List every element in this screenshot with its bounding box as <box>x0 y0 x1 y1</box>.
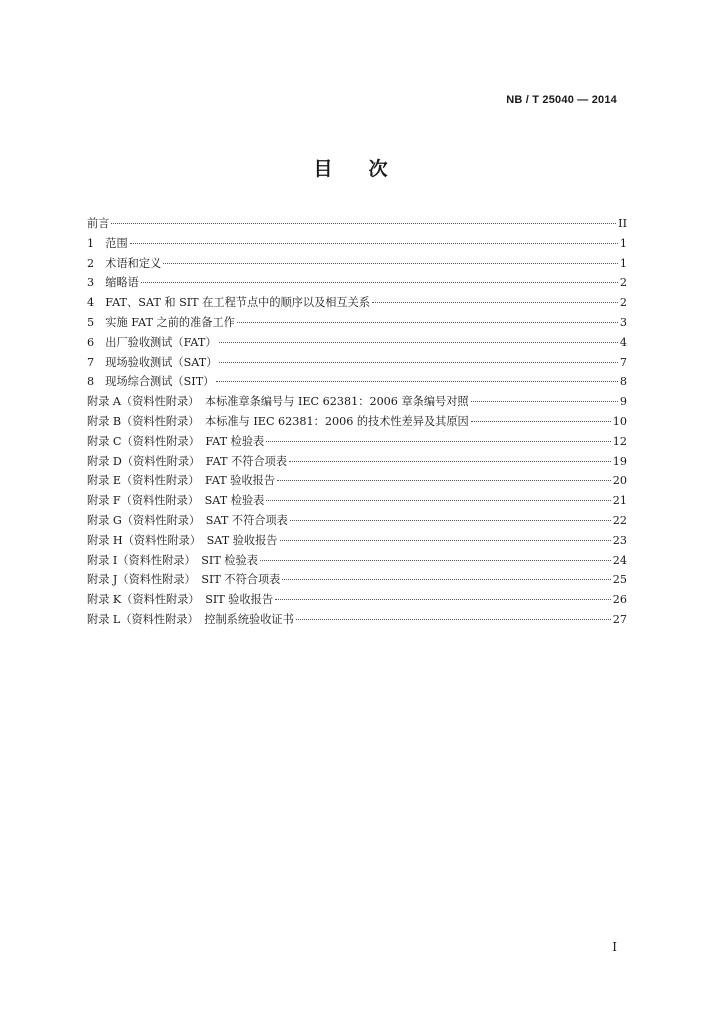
toc-entry-page: 2 <box>619 296 627 310</box>
dot-leader <box>471 421 611 422</box>
toc-entry-label: 附录 D（资料性附录） FAT 不符合项表 <box>87 454 288 468</box>
toc-entry-label: 2 术语和定义 <box>87 256 162 270</box>
toc-entry-label: 附录 H（资料性附录） SAT 验收报告 <box>87 533 278 547</box>
toc-entry-page: 9 <box>619 395 627 409</box>
toc-entry-label: 3 缩略语 <box>87 276 139 290</box>
toc-entry-page: 2 <box>619 276 627 290</box>
toc-entry[interactable] <box>87 353 627 373</box>
toc-entry[interactable] <box>87 392 627 412</box>
toc-entry-label: 6 出厂验收测试（FAT） <box>87 335 217 349</box>
dot-leader <box>219 342 618 343</box>
dot-leader <box>216 381 618 382</box>
toc-title <box>0 154 701 181</box>
toc-entry-label: 4 FAT、SAT 和 SIT 在工程节点中的顺序以及相互关系 <box>87 296 371 310</box>
standard-code: NB / T 25040 — 2014 <box>506 94 617 106</box>
toc-entry-page: 21 <box>612 494 627 508</box>
toc-entry-label: 前言 <box>87 217 110 230</box>
toc-entry[interactable] <box>87 610 627 630</box>
toc-entry-page: 23 <box>612 533 627 547</box>
toc-entry-page: 4 <box>619 335 627 349</box>
toc-entry-page: 7 <box>619 355 627 369</box>
dot-leader <box>277 480 611 481</box>
toc-entry[interactable] <box>87 372 627 392</box>
toc-entry-label: 5 实施 FAT 之前的准备工作 <box>87 315 235 329</box>
dot-leader <box>266 441 611 442</box>
toc-entry-page: 26 <box>612 593 627 607</box>
toc-entry-label: 7 现场验收测试（SAT） <box>87 355 218 369</box>
toc-entry-label: 附录 B（资料性附录） 本标准与 IEC 62381：2006 的技术性差异及其原因 <box>87 414 469 428</box>
toc-entry-label: 附录 I（资料性附录） SIT 检验表 <box>87 553 258 567</box>
toc-entry[interactable] <box>87 254 627 274</box>
toc-entry[interactable] <box>87 432 627 452</box>
dot-leader <box>275 599 611 600</box>
toc-entry-label: 附录 C（资料性附录） FAT 检验表 <box>87 434 265 448</box>
toc-entry-label: 附录 L（资料性附录） 控制系统验收证书 <box>87 612 294 626</box>
toc-entry[interactable] <box>87 293 627 313</box>
toc-entry-page: 20 <box>612 474 627 488</box>
toc-entry[interactable] <box>87 491 627 511</box>
dot-leader <box>260 560 611 561</box>
toc-title-char-1: 目 <box>313 158 333 180</box>
dot-leader <box>471 401 618 402</box>
toc-entry[interactable] <box>87 214 627 234</box>
toc-entry-label: 1 范围 <box>87 236 128 250</box>
dot-leader <box>237 322 618 323</box>
dot-leader <box>111 223 616 224</box>
toc-entry-page: 8 <box>619 375 627 389</box>
dot-leader <box>130 243 618 244</box>
toc-entry-label: 附录 J（资料性附录） SIT 不符合项表 <box>87 573 281 587</box>
toc-entry[interactable] <box>87 412 627 432</box>
toc-entry[interactable] <box>87 590 627 610</box>
toc-entry-label: 附录 E（资料性附录） FAT 验收报告 <box>87 474 276 488</box>
dot-leader <box>289 461 611 462</box>
toc-entry-page: II <box>618 217 627 230</box>
toc-entry-label: 附录 A（资料性附录） 本标准章条编号与 IEC 62381：2006 章条编号对照 <box>87 395 469 409</box>
toc-entry-page: 27 <box>612 612 627 626</box>
dot-leader <box>372 302 618 303</box>
toc-entry[interactable] <box>87 531 627 551</box>
toc-entry[interactable] <box>87 273 627 293</box>
toc-entry-label: 附录 G（资料性附录） SAT 不符合项表 <box>87 513 288 527</box>
table-of-contents <box>87 214 627 630</box>
toc-entry[interactable] <box>87 570 627 590</box>
toc-entry-page: 12 <box>612 434 627 448</box>
toc-entry[interactable] <box>87 452 627 472</box>
toc-entry-page: 1 <box>619 256 627 270</box>
dot-leader <box>163 263 618 264</box>
toc-entry[interactable] <box>87 333 627 353</box>
toc-title-char-2: 次 <box>368 158 388 180</box>
toc-entry-page: 24 <box>612 553 627 567</box>
dot-leader <box>266 500 610 501</box>
toc-entry-label: 附录 F（资料性附录） SAT 检验表 <box>87 494 265 508</box>
toc-entry-page: 25 <box>612 573 627 587</box>
toc-entry[interactable] <box>87 511 627 531</box>
toc-entry[interactable] <box>87 471 627 491</box>
toc-entry-page: 22 <box>612 513 627 527</box>
toc-entry-label: 8 现场综合测试（SIT） <box>87 375 215 389</box>
toc-entry[interactable] <box>87 551 627 571</box>
toc-entry[interactable] <box>87 313 627 333</box>
toc-entry-page: 1 <box>619 236 627 250</box>
toc-entry[interactable] <box>87 234 627 254</box>
dot-leader <box>290 520 611 521</box>
toc-entry-page: 19 <box>612 454 627 468</box>
toc-entry-page: 3 <box>619 315 627 329</box>
dot-leader <box>141 282 618 283</box>
dot-leader <box>296 619 611 620</box>
toc-entry-label: 附录 K（资料性附录） SIT 验收报告 <box>87 593 274 607</box>
dot-leader <box>219 362 617 363</box>
toc-entry-page: 10 <box>612 414 627 428</box>
dot-leader <box>282 579 610 580</box>
dot-leader <box>280 540 611 541</box>
page-number: I <box>612 940 617 954</box>
